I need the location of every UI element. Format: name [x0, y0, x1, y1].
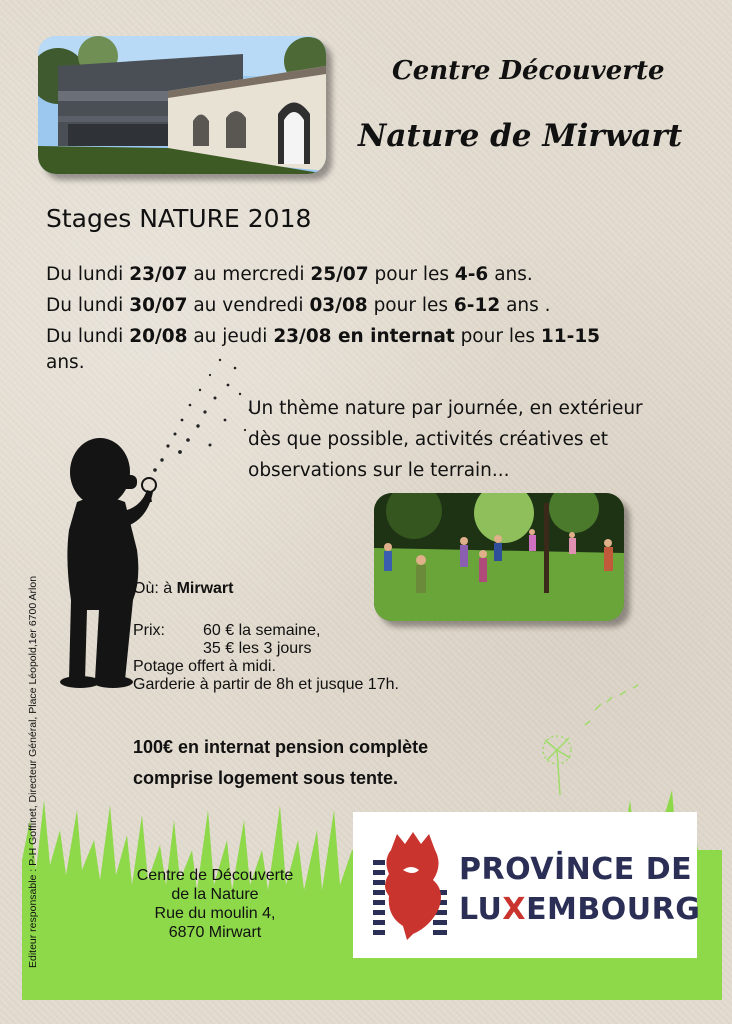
stage-line-2	[46, 290, 706, 321]
date: 20/08	[129, 326, 188, 347]
text: Du lundi	[46, 295, 130, 316]
price-line-1	[133, 622, 399, 640]
lion-crest-icon	[373, 830, 463, 940]
green-dandelion-decoration	[525, 680, 655, 800]
theme-line-2: dès que possible, activités créatives et	[248, 429, 608, 450]
text: au mercredi	[187, 264, 311, 285]
title-line-2: Nature de Mirwart	[358, 118, 683, 154]
internat-line-2: comprise logement sous tente.	[133, 768, 399, 788]
internat-block	[133, 732, 428, 794]
address-block	[100, 866, 330, 942]
stage-line-1	[46, 259, 706, 290]
age-range: 6-12	[453, 295, 501, 316]
title-line-1: Centre Découverte	[392, 56, 665, 86]
logo-text-line-1: PROVİNCE DE	[459, 852, 693, 887]
logo-embourg: EMBOURG	[526, 892, 701, 927]
logo-lu: LU	[459, 892, 503, 927]
theme-line-3: observations sur le terrain...	[248, 460, 510, 481]
price-label: Prix:	[133, 622, 165, 639]
theme-line-1: Un thème nature par journée, en extérieur	[248, 398, 643, 419]
daycare-line: Garderie à partir de 8h et jusque 17h.	[133, 676, 399, 693]
text: pour les	[368, 264, 455, 285]
date: 23/07	[129, 264, 188, 285]
stages-heading: Stages NATURE 2018	[46, 204, 312, 233]
internat-label: en internat	[331, 326, 455, 347]
lunch-line: Potage offert à midi.	[133, 658, 276, 675]
children-photo-svg	[374, 493, 624, 621]
building-photo	[38, 36, 326, 174]
address-line-1: Centre de Découverte	[136, 867, 294, 884]
text: pour les	[367, 295, 454, 316]
address-line-4: 6870 Mirwart	[168, 924, 262, 941]
info-block	[133, 580, 399, 694]
price-week: 60 € la semaine,	[203, 622, 321, 639]
date: 03/08	[309, 295, 368, 316]
building-photo-svg	[38, 36, 326, 174]
price-line-2: 35 € les 3 jours	[203, 640, 312, 657]
date: 30/07	[129, 295, 188, 316]
editor-responsible-text: Editeur responsable : P-H Goffinet, Directeur Général, Place Léopold,1er 6700 Arlon	[27, 575, 39, 968]
age-range: 11-15	[540, 326, 601, 347]
address-line-3: Rue du moulin 4,	[154, 905, 276, 922]
logo-text-line-2	[459, 892, 700, 927]
age-range: 4-6	[454, 264, 489, 285]
text: au vendredi	[187, 295, 310, 316]
logo-x: X	[502, 892, 527, 927]
stage-line-3	[46, 321, 706, 352]
stage-line-4: ans.	[46, 352, 85, 373]
location-label: Où: à	[133, 580, 177, 597]
internat-line-1: 100€ en internat pension complète	[133, 737, 429, 757]
text: ans .	[500, 295, 551, 316]
children-photo	[374, 493, 624, 621]
text: pour les	[454, 326, 541, 347]
text: Du lundi	[46, 326, 130, 347]
location-value: Mirwart	[176, 580, 234, 597]
text: Du lundi	[46, 264, 130, 285]
province-logo-box	[353, 812, 701, 958]
date: 23/08	[273, 326, 332, 347]
location-line	[133, 580, 399, 598]
theme-text	[248, 393, 708, 486]
address-line-2: de la Nature	[171, 886, 259, 903]
text: au jeudi	[187, 326, 274, 347]
date: 25/07	[310, 264, 369, 285]
text: ans.	[488, 264, 533, 285]
